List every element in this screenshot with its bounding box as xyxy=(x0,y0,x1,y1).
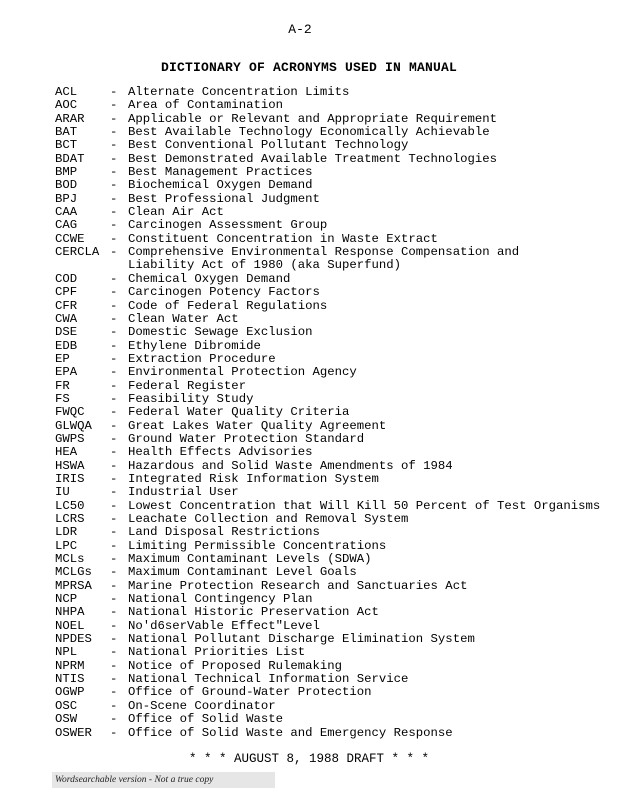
acronym-definition: Clean Air Act xyxy=(128,205,224,220)
acronym-entry xyxy=(55,393,615,406)
acronym-term: BCT xyxy=(55,138,78,153)
separator-dash: - xyxy=(110,85,118,99)
acronym-definition: Federal Register xyxy=(128,378,247,393)
separator-dash: - xyxy=(110,512,118,526)
acronym-definition: Best Professional Judgment xyxy=(128,191,320,206)
acronym-entry xyxy=(55,153,615,166)
acronym-term: NOEL xyxy=(55,618,85,633)
draft-footer: * * * AUGUST 8, 1988 DRAFT * * * xyxy=(188,752,430,766)
acronym-definition: Environmental Protection Agency xyxy=(128,365,357,380)
acronym-definition: Carcinogen Assessment Group xyxy=(128,218,328,233)
acronym-definition: Industrial User xyxy=(128,485,239,500)
acronym-term: LDR xyxy=(55,525,78,540)
separator-dash: - xyxy=(110,98,118,113)
separator-dash: - xyxy=(110,458,118,473)
acronym-entry xyxy=(55,406,615,419)
separator-dash: - xyxy=(110,538,118,553)
separator-dash: - xyxy=(110,138,118,153)
acronym-entry xyxy=(55,340,615,353)
separator-dash: - xyxy=(110,658,118,673)
acronym-term: CWA xyxy=(55,311,78,326)
acronym-term: LPC xyxy=(55,538,78,553)
acronym-term: ACL xyxy=(55,85,78,99)
acronym-entry xyxy=(55,139,615,152)
acronym-definition: National Priorities List xyxy=(128,645,306,660)
acronym-entry xyxy=(55,313,615,326)
acronym-term: BAT xyxy=(55,125,78,140)
acronym-term: CAA xyxy=(55,205,78,220)
acronym-term: AOC xyxy=(55,98,78,113)
acronym-term: NTIS xyxy=(55,672,85,687)
acronym-definition: Code of Federal Regulations xyxy=(128,298,328,313)
separator-dash: - xyxy=(110,565,118,580)
acronym-entry xyxy=(55,633,615,646)
separator-dash: - xyxy=(110,552,118,567)
acronym-entry xyxy=(55,540,615,553)
page-number: A-2 xyxy=(288,22,312,37)
separator-dash: - xyxy=(110,645,118,660)
separator-dash: - xyxy=(110,351,118,366)
separator-dash: - xyxy=(110,338,118,353)
acronym-term: LC50 xyxy=(55,498,85,513)
acronym-term: CFR xyxy=(55,298,78,313)
acronym-entry xyxy=(55,606,615,619)
acronym-entry xyxy=(55,700,615,713)
acronym-entry xyxy=(55,446,615,459)
acronym-entry xyxy=(55,366,615,379)
acronym-entry xyxy=(55,353,615,366)
acronym-entry xyxy=(55,727,615,740)
acronym-term: HEA xyxy=(55,445,78,460)
separator-dash: - xyxy=(110,205,118,220)
acronym-term: MCLs xyxy=(55,552,85,567)
acronym-term: COD xyxy=(55,271,78,286)
separator-dash: - xyxy=(110,231,118,246)
acronym-term: GWPS xyxy=(55,431,85,446)
acronym-term: OSWER xyxy=(55,725,92,740)
acronym-entry xyxy=(55,620,615,633)
acronym-definition: Domestic Sewage Exclusion xyxy=(128,325,313,340)
acronym-entry xyxy=(55,286,615,299)
acronym-term: CAG xyxy=(55,218,78,233)
separator-dash: - xyxy=(110,431,118,446)
acronym-definition: Best Available Technology Economically Achievable xyxy=(128,125,490,140)
acronym-definition: Feasibility Study xyxy=(128,391,254,406)
separator-dash: - xyxy=(110,672,118,687)
separator-dash: - xyxy=(110,191,118,206)
acronym-definition: Carcinogen Potency Factors xyxy=(128,285,320,300)
separator-dash: - xyxy=(110,298,118,313)
separator-dash: - xyxy=(110,445,118,460)
acronym-definition: Extraction Procedure xyxy=(128,351,276,366)
acronym-entry xyxy=(55,500,615,513)
separator-dash: - xyxy=(110,365,118,380)
acronym-definition: Ethylene Dibromide xyxy=(128,338,261,353)
acronym-definition: Marine Protection Research and Sanctuaries Act xyxy=(128,578,468,593)
acronym-definition: Clean Water Act xyxy=(128,311,239,326)
acronym-definition: Health Effects Advisories xyxy=(128,445,313,460)
acronym-entry xyxy=(55,233,615,246)
acronym-term: MCLGs xyxy=(55,565,92,580)
separator-dash: - xyxy=(110,271,118,286)
acronym-term: NPDES xyxy=(55,632,92,647)
acronym-term: BOD xyxy=(55,178,78,193)
watermark-stamp: Wordsearchable version - Not a true copy xyxy=(52,772,275,788)
acronym-entry xyxy=(55,420,615,433)
acronym-term: CPF xyxy=(55,285,78,300)
acronym-term: OSW xyxy=(55,712,78,727)
separator-dash: - xyxy=(110,578,118,593)
acronym-term: CERCLA xyxy=(55,245,100,260)
acronym-definition: Notice of Proposed Rulemaking xyxy=(128,658,343,673)
separator-dash: - xyxy=(110,498,118,513)
acronym-list xyxy=(55,86,615,740)
acronym-term: EDB xyxy=(55,338,78,353)
acronym-term: HSWA xyxy=(55,458,85,473)
acronym-definition: Chemical Oxygen Demand xyxy=(128,271,291,286)
acronym-entry xyxy=(55,219,615,232)
acronym-entry xyxy=(55,179,615,192)
acronym-entry xyxy=(55,380,615,393)
acronym-term: OSC xyxy=(55,698,78,713)
separator-dash: - xyxy=(110,685,118,700)
acronym-definition: Applicable or Relevant and Appropriate Requirement xyxy=(128,111,497,126)
acronym-definition: Great Lakes Water Quality Agreement xyxy=(128,418,387,433)
acronym-entry xyxy=(55,126,615,139)
acronym-definition: Office of Solid Waste xyxy=(128,712,283,727)
acronym-definition: Maximum Contaminant Level Goals xyxy=(128,565,357,580)
acronym-term: NHPA xyxy=(55,605,85,620)
acronym-definition: National Technical Information Service xyxy=(128,672,409,687)
acronym-term: IRIS xyxy=(55,471,85,486)
acronym-term: FS xyxy=(55,391,70,406)
separator-dash: - xyxy=(110,632,118,647)
acronym-definition: Federal Water Quality Criteria xyxy=(128,405,350,420)
acronym-term: NPRM xyxy=(55,658,85,673)
separator-dash: - xyxy=(110,245,118,260)
acronym-entry xyxy=(55,326,615,339)
acronym-definition: Biochemical Oxygen Demand xyxy=(128,178,313,193)
separator-dash: - xyxy=(110,178,118,193)
acronym-term: NPL xyxy=(55,645,78,660)
acronym-term: ARAR xyxy=(55,111,85,126)
acronym-entry xyxy=(55,580,615,593)
acronym-entry xyxy=(55,660,615,673)
acronym-entry xyxy=(55,513,615,526)
acronym-definition: Hazardous and Solid Waste Amendments of 1984 xyxy=(128,458,453,473)
acronym-definition: National Pollutant Discharge Elimination System xyxy=(128,632,475,647)
separator-dash: - xyxy=(110,391,118,406)
acronym-entry xyxy=(55,99,615,112)
acronym-definition: On-Scene Coordinator xyxy=(128,698,276,713)
acronym-definition: Maximum Contaminant Levels (SDWA) xyxy=(128,552,372,567)
acronym-definition: Lowest Concentration that Will Kill 50 Percent of Test Organisms xyxy=(128,498,601,513)
acronym-term: BMP xyxy=(55,165,78,180)
separator-dash: - xyxy=(110,165,118,180)
acronym-term: DSE xyxy=(55,325,78,340)
separator-dash: - xyxy=(110,471,118,486)
acronym-entry xyxy=(55,566,615,579)
separator-dash: - xyxy=(110,592,118,607)
acronym-entry xyxy=(55,246,615,273)
acronym-definition: Alternate Concentration Limits xyxy=(128,85,350,99)
acronym-definition: Land Disposal Restrictions xyxy=(128,525,320,540)
acronym-definition: Best Management Practices xyxy=(128,165,313,180)
acronym-entry xyxy=(55,193,615,206)
acronym-definition: Integrated Risk Information System xyxy=(128,471,379,486)
separator-dash: - xyxy=(110,405,118,420)
acronym-definition: Best Demonstrated Available Treatment Technologies xyxy=(128,151,497,166)
acronym-entry xyxy=(55,486,615,499)
acronym-definition: Area of Contamination xyxy=(128,98,283,113)
acronym-definition: Leachate Collection and Removal System xyxy=(128,512,409,526)
separator-dash: - xyxy=(110,525,118,540)
acronym-term: MPRSA xyxy=(55,578,92,593)
acronym-entry xyxy=(55,166,615,179)
acronym-entry xyxy=(55,86,615,99)
acronym-definition: National Contingency Plan xyxy=(128,592,313,607)
acronym-term: BDAT xyxy=(55,151,85,166)
acronym-entry xyxy=(55,473,615,486)
separator-dash: - xyxy=(110,151,118,166)
separator-dash: - xyxy=(110,418,118,433)
acronym-term: FR xyxy=(55,378,70,393)
separator-dash: - xyxy=(110,378,118,393)
separator-dash: - xyxy=(110,125,118,140)
separator-dash: - xyxy=(110,725,118,740)
acronym-definition: National Historic Preservation Act xyxy=(128,605,379,620)
separator-dash: - xyxy=(110,111,118,126)
separator-dash: - xyxy=(110,325,118,340)
acronym-definition: Office of Ground-Water Protection xyxy=(128,685,372,700)
acronym-entry xyxy=(55,460,615,473)
acronym-term: CCWE xyxy=(55,231,85,246)
acronym-entry xyxy=(55,713,615,726)
separator-dash: - xyxy=(110,218,118,233)
acronym-entry xyxy=(55,673,615,686)
acronym-term: NCP xyxy=(55,592,78,607)
acronym-entry xyxy=(55,206,615,219)
acronym-term: BPJ xyxy=(55,191,78,206)
separator-dash: - xyxy=(110,618,118,633)
page-title: DICTIONARY OF ACRONYMS USED IN MANUAL xyxy=(160,60,458,75)
acronym-term: EP xyxy=(55,351,70,366)
acronym-entry xyxy=(55,646,615,659)
acronym-definition: Limiting Permissible Concentrations xyxy=(128,538,387,553)
separator-dash: - xyxy=(110,285,118,300)
acronym-term: IU xyxy=(55,485,70,500)
acronym-entry xyxy=(55,113,615,126)
acronym-entry xyxy=(55,273,615,286)
acronym-entry xyxy=(55,433,615,446)
acronym-entry xyxy=(55,553,615,566)
acronym-definition: Constituent Concentration in Waste Extract xyxy=(128,231,438,246)
separator-dash: - xyxy=(110,311,118,326)
acronym-definition: Office of Solid Waste and Emergency Response xyxy=(128,725,453,740)
acronym-term: OGWP xyxy=(55,685,85,700)
acronym-definition: Best Conventional Pollutant Technology xyxy=(128,138,409,153)
separator-dash: - xyxy=(110,712,118,727)
acronym-term: LCRS xyxy=(55,512,85,526)
acronym-definition: No'd6serVable Effect"Level xyxy=(128,618,320,633)
acronym-definition: Comprehensive Environmental Response Compensation and Liability Act of 1980 (aka Superfund) xyxy=(128,245,520,273)
acronym-term: EPA xyxy=(55,365,78,380)
acronym-term: FWQC xyxy=(55,405,85,420)
acronym-entry xyxy=(55,686,615,699)
acronym-definition: Ground Water Protection Standard xyxy=(128,431,365,446)
separator-dash: - xyxy=(110,485,118,500)
acronym-entry xyxy=(55,526,615,539)
separator-dash: - xyxy=(110,698,118,713)
separator-dash: - xyxy=(110,605,118,620)
acronym-entry xyxy=(55,593,615,606)
acronym-entry xyxy=(55,300,615,313)
acronym-term: GLWQA xyxy=(55,418,92,433)
